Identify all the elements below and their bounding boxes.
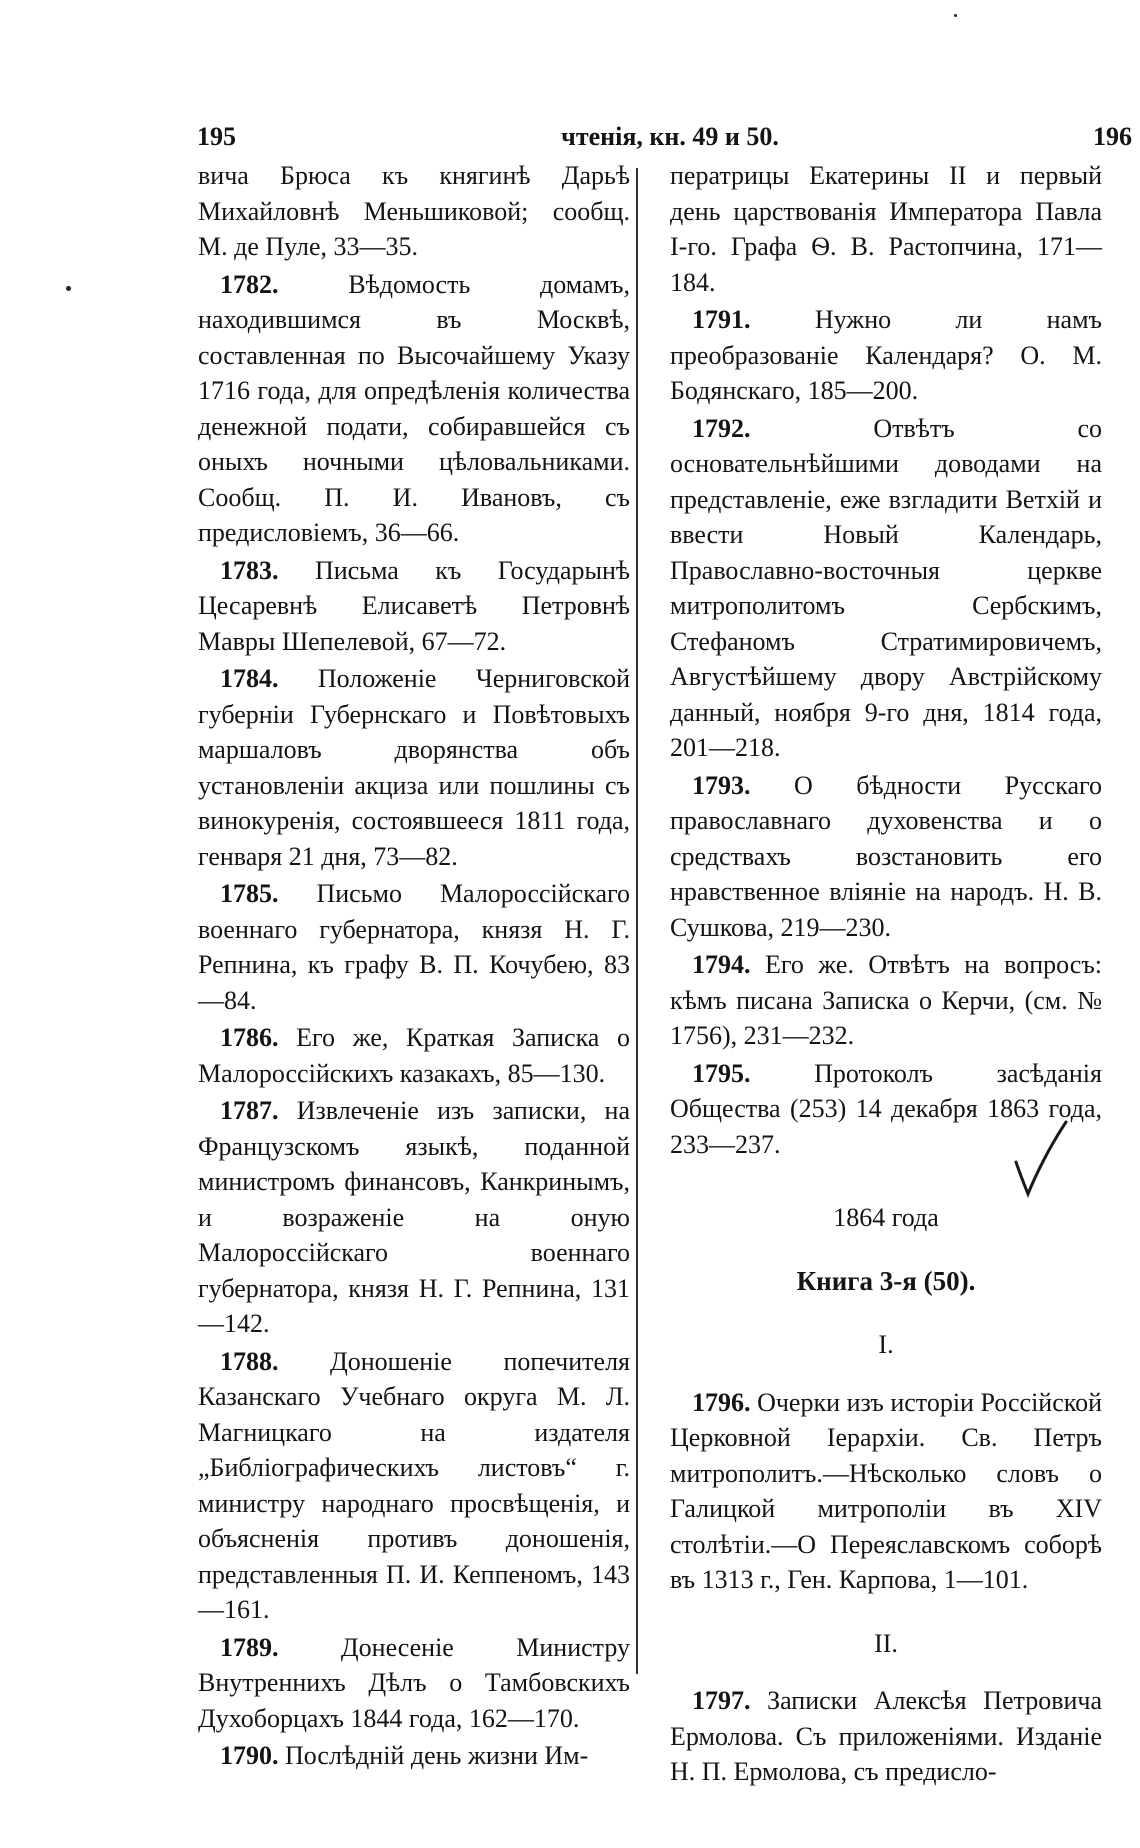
entry-1790 [198,1738,630,1774]
entry-number: 1783. [220,555,279,585]
entry-number: 1797. [692,1686,751,1715]
left-column [198,158,630,1776]
entry-number: 1794. [692,950,751,979]
entry-1797 [670,1683,1102,1790]
entry-text: Отвѣтъ со основательнѣйшими доводами на представленіе, еже взгладити Ветхій и ввести Новый Календарь, Православно-восточныя церкве митрополитомъ Сербскимъ, Стефаномъ Стратимировичемъ, Августѣйшему двору Австрійскому данный, ноября 9-го дня, 1814 года, 201—218. [670,413,1102,762]
book-title-heading: Книга 3-я (50). [796,1265,976,1296]
entry-1782 [198,267,630,551]
entry-text: Очерки изъ исторіи Россійской Церковной Іерархіи. Св. Петръ митрополитъ.—Нѣсколько словъ о Галицкой митрополіи въ XIV столѣтіи.—О Переяславскомъ соборѣ въ 1313 г., Ген. Карпова, 1—101. [670,1387,1102,1594]
entry-continuation [670,158,1102,300]
roman-section-2: II. [874,1628,898,1658]
entry-text: Письмо Малороссійскаго военнаго губернатора, князя Н. Г. Репнина, къ графу В. П. Кочубею, 83—84. [198,879,631,1015]
entry-text: Положеніе Черниговской губерніи Губернскаго и Повѣтовыхъ маршаловъ дворянства объ установленіи акциза или пошлины съ винокуренія, состоявшееся 1811 года, генваря 21 дня, 73—82. [198,664,630,871]
entry-1788 [198,1344,630,1628]
running-title: чтенія, кн. 49 и 50. [561,122,779,151]
entry-1783 [198,553,630,660]
entry-text: Вѣдомость домамъ, находившимся въ Москвѣ, составленная по Высочайшему Указу 1716 года, для опредѣленія количества денежной подати, собиравшейся съ оныхъ ночными цѣловальниками. Сообщ. П. И. Ивановъ, съ предисловіемъ, 36—66. [198,269,630,547]
entry-1796 [670,1385,1102,1598]
entry-1791 [670,302,1102,409]
entry-1784 [198,661,630,874]
entry-1786 [198,1020,630,1091]
page-number-right: 196 [1093,122,1132,151]
entry-text: ператрицы Екатерины II и первый день царствованія Императора Павла I-го. Графа Ѳ. В. Растопчина, 171—184. [670,161,1102,297]
page-number-left: 195 [197,122,236,151]
entry-1793 [670,768,1102,946]
entry-text: Его же. Отвѣтъ на вопросъ: кѣмъ писана Записка о Керчи, (см. № 1756), 231—232. [670,950,1102,1050]
entry-text: Нужно ли намъ преобразованіе Календаря? О. М. Бодянскаго, 185—200. [670,305,1102,405]
ink-speck [954,14,957,17]
handwritten-check-mark [1010,1118,1070,1198]
entry-number: 1791. [692,305,751,334]
entry-text: Его же, Краткая Записка о Малороссійскихъ казакахъ, 85—130. [198,1023,630,1088]
entry-number: 1796. [692,1387,751,1417]
entry-number: 1784. [220,664,279,693]
entry-continuation [198,158,630,265]
entry-number: 1786. [220,1023,279,1052]
right-column [670,158,1102,1792]
entry-text: О бѣдности Русскаго православнаго духовенства и о средствахъ возстановить его нравственное вліяніе на народъ. Н. В. Сушкова, 219—230. [670,770,1102,942]
entry-number: 1785. [220,879,279,908]
entry-text: Послѣдній день жизни Им- [285,1741,589,1770]
entry-text: Донесеніе Министру Внутреннихъ Дѣлъ о Тамбовскихъ Духоборцахъ 1844 года, 162—170. [198,1632,630,1733]
entry-number: 1789. [220,1632,279,1662]
column-divider [636,168,638,1674]
entry-1785 [198,876,630,1018]
entry-1787 [198,1093,630,1342]
entry-text: Протоколъ засѣданія Общества (253) 14 декабря 1863 года, 233—237. [670,1058,1102,1159]
entry-number: 1793. [692,770,751,800]
section-year-heading: 1864 года [833,1203,939,1232]
ink-speck [66,286,71,291]
entry-text: Извлеченіе изъ записки, на Французскомъ языкѣ, поданной министромъ финансовъ, Канкринымъ, и возраженіе на оную Малороссійскаго военнаго губернатора, князя Н. Г. Репнина, 131—142. [198,1096,631,1338]
roman-section-1: I. [878,1330,894,1359]
entry-1794 [670,947,1102,1054]
entry-text: Письма къ Государынѣ Цесаревнѣ Елисаветѣ Петровнѣ Мавры Шепелевой, 67—72. [198,555,631,656]
entry-number: 1787. [220,1096,279,1125]
entry-number: 1782. [220,269,279,299]
entry-number: 1790. [220,1741,279,1770]
entry-text: Записки Алексѣя Петровича Ермолова. Съ приложеніями. Изданіе Н. П. Ермолова, съ предисло- [670,1686,1102,1786]
entry-number: 1795. [692,1058,751,1088]
entry-number: 1792. [692,413,751,443]
entry-number: 1788. [220,1346,279,1376]
entry-text: Доношеніе попечителя Казанскаго Учебнаго округа М. Л. Магницкаго на издателя „Библіографическихъ листовъ“ г. министру народнаго просвѣщенія, и объясненія противъ доношенія, представленныя П. И. Кеппеномъ, 143—161. [198,1346,630,1624]
entry-1789 [198,1630,630,1737]
entry-1792 [670,411,1102,766]
entry-text: вича Брюса къ княгинѣ Дарьѣ Михайловнѣ Меньшиковой; сообщ. М. де Пуле, 33—35. [198,161,630,261]
